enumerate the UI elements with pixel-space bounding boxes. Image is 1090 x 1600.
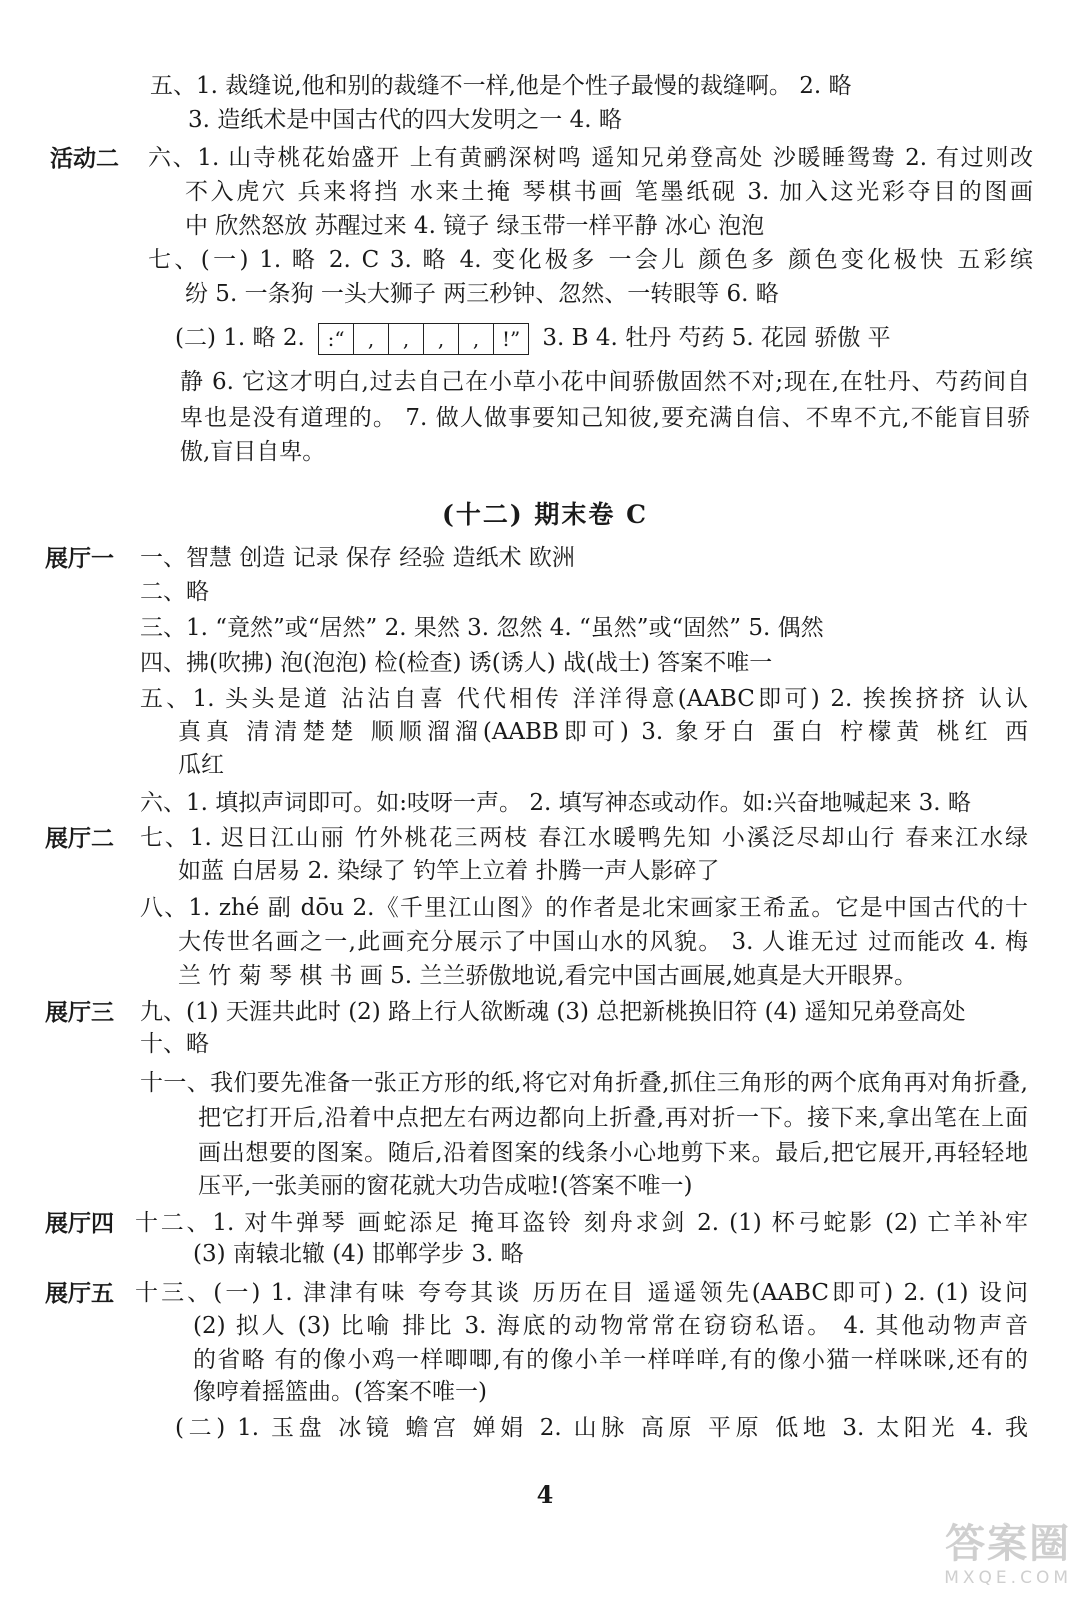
answer-line: 十二、1. 对牛弹琴 画蛇添足 掩耳盗铃 刻舟求剑 2. (1) 杯弓蛇影 (2) 亡羊补牢 (135, 1210, 1028, 1236)
text-line (0, 322, 1090, 355)
answer-line: (3) 南辕北辙 (4) 邯郸学步 3. 略 (193, 1241, 524, 1267)
answer-line: 压平,一张美丽的窗花就大功告成啦!(答案不唯一) (198, 1173, 693, 1199)
text-line (0, 176, 1090, 209)
answer-line: 把它打开后,沿着中点把左右两边都向上折叠,再对折一下。接下来,拿出笔在上面 (198, 1105, 1028, 1131)
text-line (0, 716, 1090, 749)
punctuation-box: :“ (319, 324, 354, 354)
text-line (0, 576, 1090, 609)
answer-line: 四、拂(吹拂) 泡(泡泡) 检(检查) 诱(诱人) 战(战士) 答案不唯一 (140, 650, 773, 676)
answer-line: 六、1. 山寺桃花始盛开 上有黄鹂深树鸣 遥知兄弟登高处 沙暖睡鸳鸯 2. 有过则改 (148, 145, 1033, 171)
text-line (0, 1376, 1090, 1409)
answer-text: 3. B 4. 牡丹 芍药 5. 花园 骄傲 平 (542, 325, 891, 351)
text-line (0, 1207, 1090, 1240)
text-line (0, 612, 1090, 645)
answer-line: 纷 5. 一条狗 一头大狮子 两三秒钟、忽然、一转眼等 6. 略 (185, 281, 779, 307)
text-line (0, 1067, 1090, 1100)
answer-line: 五、1. 头头是道 沾沾自喜 代代相传 洋洋得意(AABC即可) 2. 挨挨挤挤 认认 (140, 686, 1028, 712)
answer-line: 不入虎穴 兵来将挡 水来土掩 琴棋书画 笔墨纸砚 3. 加入这光彩夺目的图画 (185, 179, 1033, 205)
text-line (0, 892, 1090, 925)
text-line (0, 1028, 1090, 1061)
section-label-activity2: 活动二 (50, 145, 119, 172)
punctuation-box: , (424, 324, 459, 354)
text-line (0, 683, 1090, 716)
answer-line: 兰 竹 菊 琴 棋 书 画 5. 兰兰骄傲地说,看完中国古画展,她真是大开眼界。 (178, 963, 918, 989)
answer-line: 瓜红 (178, 752, 224, 778)
answer-line: 九、(1) 天涯共此时 (2) 路上行人欲断魂 (3) 总把新桃换旧符 (4) 遥知兄弟登高处 (140, 999, 966, 1025)
text-line (0, 996, 1090, 1029)
text-line (0, 244, 1090, 277)
answer-line: 六、1. 填拟声词即可。如:吱呀一声。 2. 填写神态或动作。如:兴奋地喊起来 3. 略 (140, 790, 971, 816)
text-line (0, 1412, 1090, 1445)
text-line (0, 1310, 1090, 1343)
text-line (0, 104, 1090, 137)
text-line (0, 1137, 1090, 1170)
section-label-hall1: 展厅一 (45, 545, 114, 572)
text-line (0, 210, 1090, 243)
section-label-hall3: 展厅三 (45, 999, 114, 1026)
text-line (0, 1344, 1090, 1377)
answer-line: 十三、(一) 1. 津津有味 夸夸其谈 历历在目 遥遥领先(AABC即可) 2. (1) 设问 (135, 1280, 1028, 1306)
text-line (0, 1277, 1090, 1310)
punctuation-boxes (318, 323, 529, 355)
answer-line: 如蓝 白居易 2. 染绿了 钓竿上立着 扑腾一声人影碎了 (178, 858, 720, 884)
text-line (0, 1238, 1090, 1271)
answer-line: 大传世名画之一,此画充分展示了中国山水的风貌。 3. 人谁无过 过而能改 4. 梅 (178, 929, 1028, 955)
text-line (0, 436, 1090, 469)
answer-line: (2) 拟人 (3) 比喻 排比 3. 海底的动物常常在窃窃私语。 4. 其他动物声音 (193, 1313, 1028, 1339)
watermark-logo (944, 1520, 1072, 1588)
answer-line: 七、(一) 1. 略 2. C 3. 略 4. 变化极多 一会儿 颜色多 颜色变化极快 五彩缤 (148, 247, 1033, 273)
text-line (0, 787, 1090, 820)
text-line (0, 70, 1090, 103)
answer-line: 七、1. 迟日江山丽 竹外桃花三两枝 春江水暖鸭先知 小溪泛尽却山行 春来江水绿 (140, 825, 1028, 851)
answer-line: (二) 1. 玉盘 冰镜 蟾宫 婵娟 2. 山脉 高原 平原 低地 3. 太阳光 4. 我 (175, 1415, 1029, 1441)
text-line (0, 647, 1090, 680)
answer-line: 五、1. 裁缝说,他和别的裁缝不一样,他是个性子最慢的裁缝啊。 2. 略 (150, 73, 852, 99)
answer-line: 傲,盲目自卑。 (180, 439, 326, 465)
text-line (0, 1170, 1090, 1203)
text-line (0, 822, 1090, 855)
punctuation-box: !” (501, 327, 521, 351)
answer-line: 真真 清清楚楚 顺顺溜溜(AABB即可) 3. 象牙白 蛋白 柠檬黄 桃红 西 (178, 719, 1028, 745)
answer-line: 八、1. zhé 副 dōu 2.《千里江山图》的作者是北宋画家王希孟。它是中国古代的十 (140, 895, 1028, 921)
section-label-hall5: 展厅五 (45, 1280, 114, 1307)
text-line (0, 926, 1090, 959)
text-line (0, 855, 1090, 888)
answer-line: 十、略 (140, 1031, 209, 1057)
punctuation-box: , (389, 324, 424, 354)
text-line (0, 366, 1090, 399)
answer-line: 静 6. 它这才明白,过去自己在小草小花中间骄傲固然不对;现在,在牡丹、芍药间自 (180, 369, 1030, 395)
answer-line: 三、1. “竟然”或“居然” 2. 果然 3. 忽然 4. “虽然”或“固然” 5. 偶然 (140, 615, 824, 641)
answer-line: 的省略 有的像小鸡一样唧唧,有的像小羊一样咩咩,有的像小猫一样咪咪,还有的 (193, 1347, 1028, 1373)
page-number: 4 (536, 1480, 554, 1509)
watermark-url: MXQE.COM (944, 1568, 1072, 1588)
answer-line: 十一、我们要先准备一张正方形的纸,将它对角折叠,抓住三角形的两个底角再对角折叠, (140, 1070, 1028, 1096)
answer-line: 像哼着摇篮曲。(答案不唯一) (193, 1379, 487, 1405)
text-line (0, 142, 1090, 175)
text-line (0, 278, 1090, 311)
answer-line (175, 322, 891, 355)
answer-line: 二、略 (140, 579, 209, 605)
answer-line: 画出想要的图案。随后,沿着图案的线条小心地剪下来。最后,把它展开,再轻轻地 (198, 1140, 1028, 1166)
section-label-hall4: 展厅四 (45, 1210, 114, 1237)
text-line (0, 1102, 1090, 1135)
watermark-text: 答案圈 (945, 1521, 1072, 1567)
answer-line: 3. 造纸术是中国古代的四大发明之一 4. 略 (188, 107, 622, 133)
answer-text: (二) 1. 略 2. (175, 325, 305, 351)
punctuation-box: , (459, 324, 494, 354)
text-line (0, 960, 1090, 993)
answer-line: 中 欣然怒放 苏醒过来 4. 镜子 绿玉带一样平静 冰心 泡泡 (185, 213, 765, 239)
text-line (0, 542, 1090, 575)
section-label-hall2: 展厅二 (45, 825, 114, 852)
answer-line: 卑也是没有道理的。 7. 做人做事要知己知彼,要充满自信、不卑不亢,不能盲目骄 (180, 405, 1030, 431)
section-title: (十二) 期末卷 C (442, 500, 648, 529)
punctuation-box: , (354, 324, 389, 354)
text-line (0, 402, 1090, 435)
text-line (0, 749, 1090, 782)
answer-line: 一、智慧 创造 记录 保存 经验 造纸术 欧洲 (140, 545, 575, 571)
